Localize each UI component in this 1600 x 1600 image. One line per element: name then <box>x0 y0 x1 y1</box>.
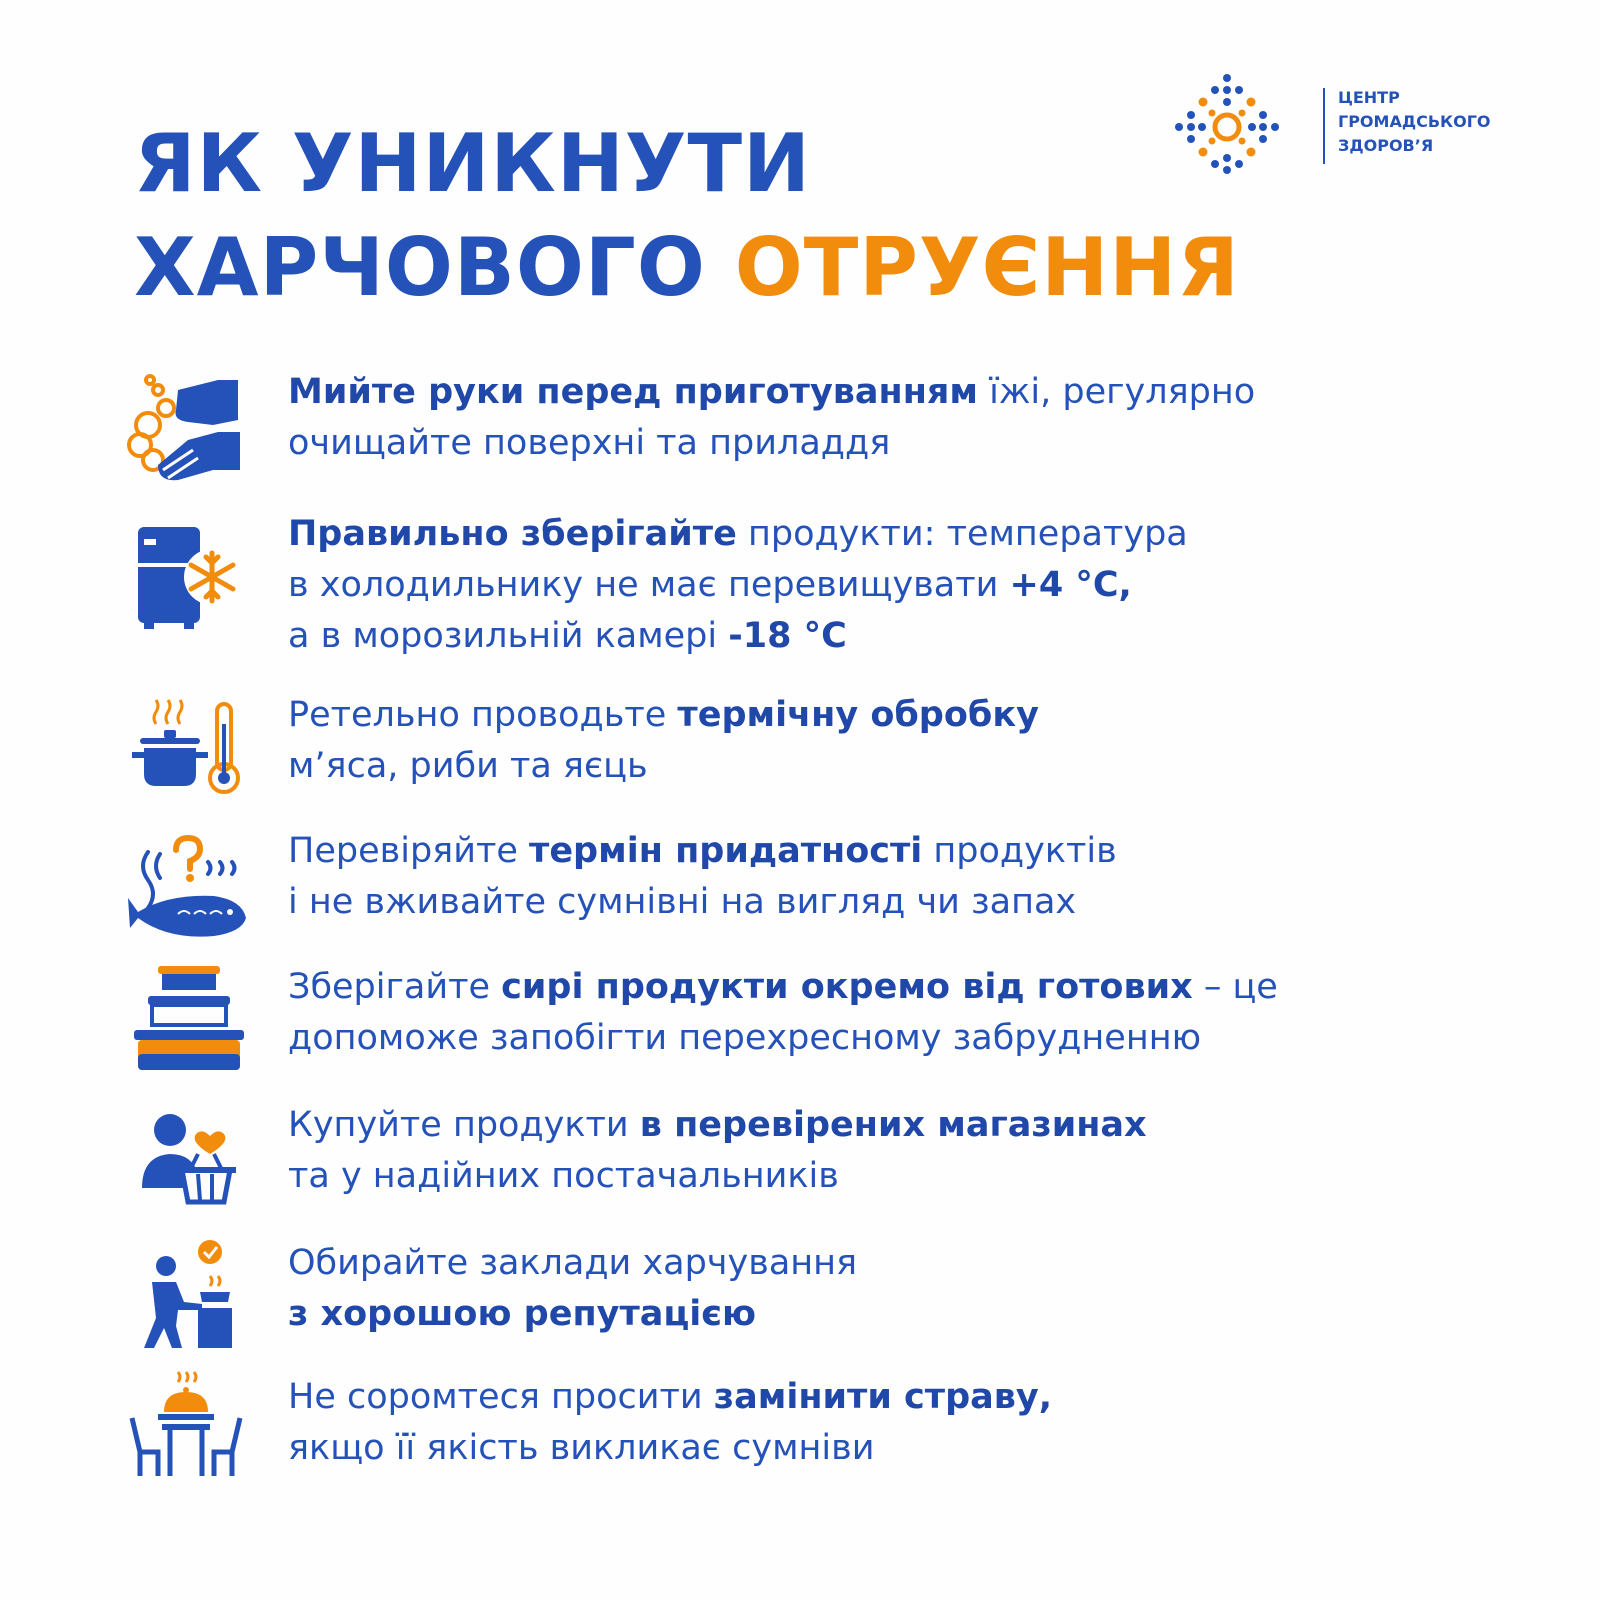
item-span: Перевіряйте <box>288 831 530 871</box>
item-span: а в морозильній камері <box>288 616 729 656</box>
item-span: очищайте поверхні та приладдя <box>288 423 891 463</box>
title-accent: ОТРУЄННЯ <box>734 221 1240 314</box>
logo-mark-icon <box>1172 72 1282 182</box>
logo-text-line-1: ЦЕНТР <box>1338 88 1400 107</box>
item-bold: замінити страву, <box>713 1377 1053 1417</box>
item-text <box>288 962 1548 1064</box>
item-text <box>288 509 1548 662</box>
title-line-1: ЯК УНИКНУТИ <box>134 117 811 210</box>
item-bold: Правильно зберігайте <box>288 514 737 554</box>
item-bold: Мийте руки перед приготуванням <box>288 372 978 412</box>
page-title <box>134 112 1240 320</box>
item-bold: в перевірених магазинах <box>639 1105 1147 1145</box>
item-span: та у надійних постачальників <box>288 1156 839 1196</box>
item-text <box>288 1372 1548 1474</box>
item-span: продуктів <box>922 831 1117 871</box>
item-bold: з хорошою репутацією <box>288 1294 757 1334</box>
fridge-snowflake-icon <box>118 515 250 631</box>
item-text <box>288 1100 1548 1202</box>
cook-restaurant-icon <box>118 1236 250 1352</box>
logo-text-line-2: ГРОМАДСЬКОГО <box>1338 112 1491 131</box>
shopper-basket-icon <box>118 1104 250 1220</box>
item-span: м’яса, риби та яєць <box>288 746 648 786</box>
item-bold: термічну обробку <box>677 695 1039 735</box>
item-bold: термін придатності <box>529 831 923 871</box>
washing-hands-icon <box>118 370 250 486</box>
item-span: Ретельно проводьте <box>288 695 678 735</box>
restaurant-table-icon <box>118 1368 250 1484</box>
item-span: – це <box>1192 967 1278 1007</box>
item-span: Обирайте заклади харчування <box>288 1243 858 1283</box>
item-bold: -18 °С <box>728 616 847 656</box>
logo <box>1192 72 1492 182</box>
spoiled-fish-icon <box>118 832 250 948</box>
item-span: допоможе запобігти перехресному забрудненню <box>288 1018 1202 1058</box>
logo-text-line-3: ЗДОРОВ’Я <box>1338 136 1434 155</box>
item-text <box>288 1238 1548 1340</box>
item-span: Купуйте продукти <box>288 1105 640 1145</box>
logo-divider <box>1323 88 1325 164</box>
pot-thermometer-icon <box>118 694 250 810</box>
item-text <box>288 826 1548 928</box>
item-span: в холодильнику не має перевищувати <box>288 565 1010 605</box>
food-containers-icon <box>118 966 250 1082</box>
logo-text <box>1338 86 1491 158</box>
title-line-2: ХАРЧОВОГО <box>134 221 735 314</box>
item-span: Не соромтеся просити <box>288 1377 714 1417</box>
item-span: Зберігайте <box>288 967 502 1007</box>
item-text <box>288 690 1548 792</box>
item-span: їжі, регулярно <box>978 372 1256 412</box>
item-span: продукти: температура <box>736 514 1188 554</box>
item-span: і не вживайте сумнівні на вигляд чи запах <box>288 882 1077 922</box>
item-text <box>288 367 1548 469</box>
item-bold: +4 °С, <box>1009 565 1132 605</box>
item-span: якщо її якість викликає сумніви <box>288 1428 875 1468</box>
item-bold: сирі продукти окремо від готових <box>501 967 1193 1007</box>
